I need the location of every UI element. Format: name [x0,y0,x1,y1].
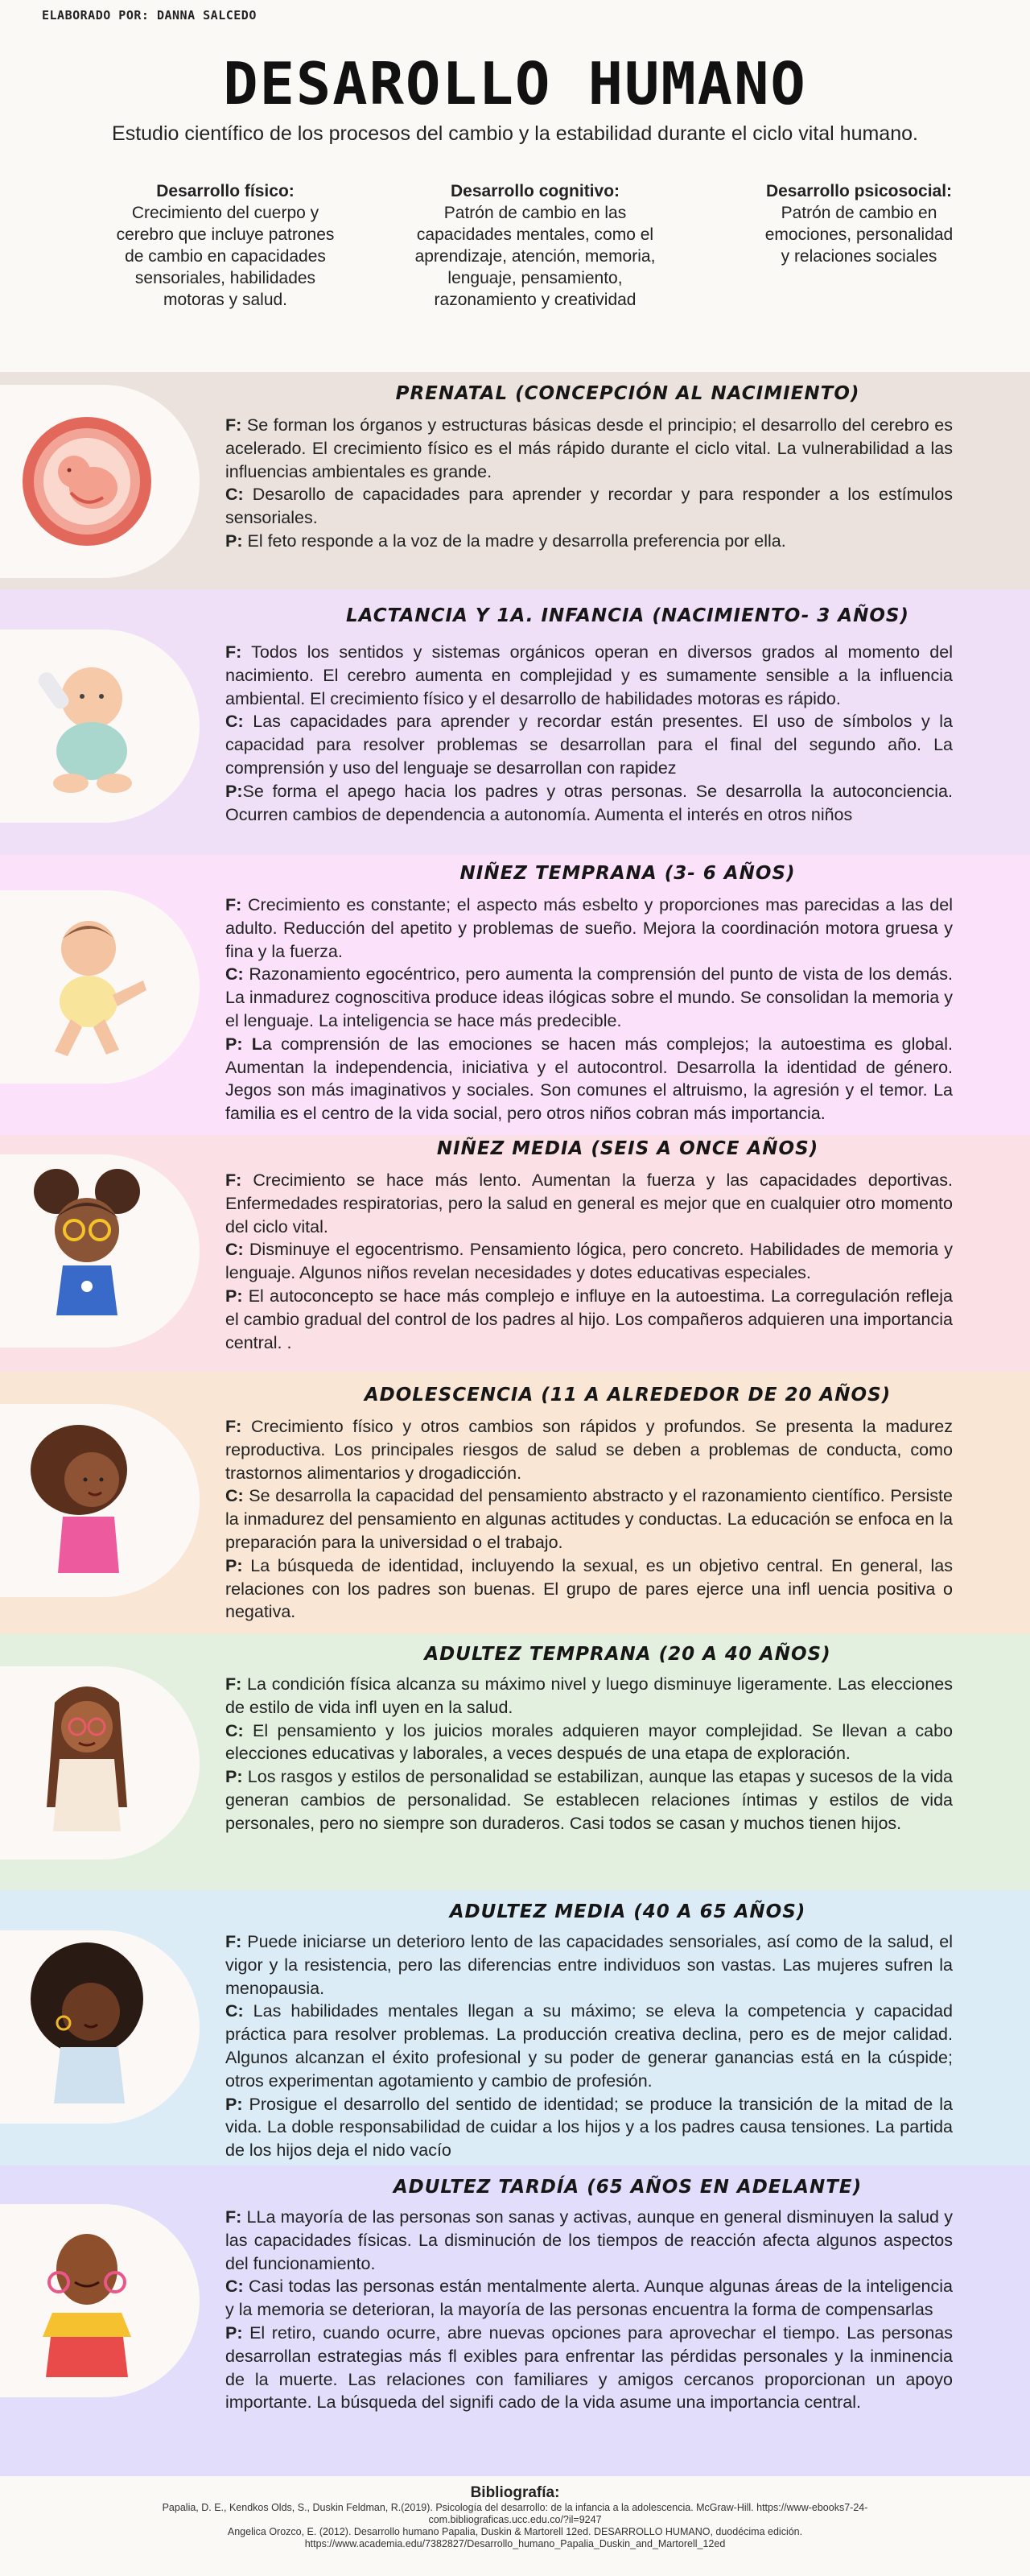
domain-text: Crecimiento del cuerpo y cerebro que incluye patrones de cambio en capacidades sensoriales, habilidades motoras y salud. [116,204,335,309]
item-text: Prosigue el desarrollo del sentido de identidad; se produce la transición de la mitad de la vida. La doble responsabilidad de cuidar a los hijos y a los padres causa tensiones. La partida de los hijos deja el nido vacío [225,2094,953,2161]
item-label: C: [225,2277,244,2297]
stage-title: NIÑEZ MEDIA (SEIS A ONCE AÑOS) [436,1138,819,1159]
domain-physical [113,180,338,311]
illustration-frame [0,1404,200,1597]
illustration-frame [0,2204,200,2397]
stage-item [225,963,953,1032]
domain-text: Patrón de cambio en emociones, personalidad y relaciones sociales [764,204,954,266]
item-text: Se forman los órganos y estructuras básicas desde el principio; el desarrollo del cerebro es acelerado. El crecimiento físico es el más rápido durante el ciclo vital. La vulnerabilidad a las influencias ambientales es grande. [225,415,953,481]
stage-title: NIÑEZ TEMPRANA (3- 6 AÑOS) [459,863,796,884]
domain-heading: Desarrollo psicosocial: [765,182,953,200]
stage-item [225,1033,953,1125]
stage-item [225,2275,953,2322]
item-text: Puede iniciarse un deterioro lento de las capacidades sensoriales, así como de la salud, el vigor y la resistencia, pero las diferencias entre individuos son vastas. Las mujeres sufren la menopausia. [225,1932,953,1998]
stage-title: ADULTEZ MEDIA (40 A 65 AÑOS) [449,1901,806,1922]
stage-item [225,1554,953,1624]
item-label: F: [225,1417,242,1436]
item-label: F: [225,2207,242,2227]
stage-item [225,2000,953,2092]
older-woman-icon [10,2208,163,2393]
item-label: P: L [225,1034,262,1054]
bibliography-line: Papalia, D. E., Kendkos Olds, S., Duskin Feldman, R.(2019). Psicología del desarrollo: de la infancia a la adolescencia. McGraw-Hill. https://www-ebooks7-24- [162,2502,868,2513]
item-label: P: [225,1555,243,1575]
item-label: P: [225,2094,243,2114]
stage-item [225,483,953,530]
stage-body [225,1673,953,1835]
stage-body [225,894,953,1125]
domain-cognitive [410,180,660,311]
stage-early-childhood [0,855,1030,1135]
item-label: C: [225,964,244,985]
illustration-frame [0,1154,200,1348]
item-label: F: [225,1674,242,1694]
item-label: P: [225,781,243,801]
item-label: P: [225,1767,243,1787]
bibliography [0,2484,1030,2550]
item-text: Los rasgos y estilos de personalidad se estabilizan, aunque las etapas y sucesos de la vida generan cambios de personalidad. Se establecen relaciones íntimas y estilos de vida personales, pero no siempre son duraderos. Casi todos se casan y muchos tienen hijos. [225,1767,953,1833]
item-label: P: [225,1286,243,1306]
stage-prenatal [0,372,1030,589]
illustration-frame [0,630,200,823]
item-label: C: [225,1720,244,1740]
stage-title: ADULTEZ TEMPRANA (20 A 40 AÑOS) [424,1644,831,1665]
illustration-frame [0,1930,200,2124]
stage-item [225,780,953,827]
bibliography-line: com.bibliograficas.ucc.edu.co/?il=9247 [428,2514,602,2525]
stage-item [225,894,953,963]
stage-item [225,1930,953,2000]
stage-body [225,641,953,826]
item-label: C: [225,712,244,732]
item-text: La búsqueda de identidad, incluyendo la sexual, es un objetivo central. En general, las relaciones con los padres son buenas. El grupo de pares ejerce una infl uencia positiva o negativa. [225,1555,953,1622]
stage-body [225,2206,953,2414]
item-label: C: [225,2001,244,2021]
domain-heading: Desarrollo cognitivo: [450,182,620,200]
item-text: El pensamiento y los juicios morales adquieren mayor complejidad. Se llevan a cabo elecciones educativas y laborales, a veces después de una etapa de exploración. [225,1720,953,1764]
stage-late-adulthood [0,2165,1030,2476]
girl-with-glasses-icon [14,1162,159,1340]
author-credit: ELABORADO POR: DANNA SALCEDO [42,8,257,23]
item-text: a comprensión de las emociones se hacen más complejos; la autoestima es global. Aumentan la independencia, iniciativa y el autocontrol. Desarrolla la identidad de género. Jegos son más imaginativos y sociales. Son comunes el altruismo, la agresión y el temor. La familia es el centro de la vida social, pero otros niños cobran más importancia. [225,1034,953,1124]
baby-with-bottle-icon [14,650,159,803]
item-text: Crecimiento físico y otros cambios son rápidos y profundos. Se presenta la madurez reproductiva. Los principales riesgos de salud se deben a problemas de conducta, como trastornos alimentarios y drogadicción. [225,1417,953,1483]
stage-middle-adulthood [0,1890,1030,2165]
stage-item [225,530,953,553]
bibliography-title: Bibliografía: [470,2484,560,2501]
page-title: DESAROLLO HUMANO [223,50,807,118]
item-label: F: [225,1932,242,1951]
illustration-frame [0,385,200,578]
illustration-frame [0,890,200,1084]
stage-infancy [0,589,1030,855]
item-label: F: [225,642,242,662]
item-text: Razonamiento egocéntrico, pero aumenta la comprensión del punto de vista de los demás. La inmadurez cognoscitiva produce ideas ilógicas sobre el mundo. Se consolidan la memoria y el lenguaje. La inteligencia se hace más predecible. [225,964,953,1030]
bibliography-line: Angelica Orozco, E. (2012). Desarrollo humano Papalia, Duskin & Martorell 12ed. DESARROLLO HUMANO, duodécima edición. [227,2526,803,2537]
stage-body [225,414,953,553]
item-text: Crecimiento se hace más lento. Aumentan la fuerza y las capacidades deportivas. Enfermedades respiratorias, pero la salud en general es mejor que en cualquier otro momento del ciclo vital. [225,1170,953,1236]
woman-with-braids-icon [14,1670,159,1856]
stage-item [225,1415,953,1484]
domain-psychosocial [764,180,954,267]
stage-item [225,1285,953,1354]
item-text: La condición física alcanza su máximo nivel y luego disminuye ligeramente. Las elecciones de estilo de vida infl uyen en la salud. [225,1674,953,1717]
stage-item [225,414,953,483]
item-label: C: [225,485,244,505]
item-label: C: [225,1240,244,1260]
item-text: Casi todas las personas están mentalmente alerta. Aunque algunas áreas de la inteligencia y la memoria se deterioran, la mayoría de las personas encuentra la forma de compensarlas [225,2277,953,2320]
item-label: P: [225,530,243,551]
item-text: El feto responde a la voz de la madre y desarrolla preferencia por ella. [242,530,786,551]
stage-title: PRENATAL (CONCEPCIÓN AL NACIMIENTO) [395,383,860,404]
item-text: Crecimiento es constante; el aspecto más esbelto y proporciones mas parecidas a las del adulto. Reducción del apetito y problemas de sueño. Mejora la coordinación motora gruesa y fina y la fuerza. [225,895,953,961]
item-text: Se desarrolla la capacidad del pensamiento abstracto y el razonamiento científico. Persiste la inmadurez del pensamiento en algunas actitudes y conductas. La educación se enfoca en la preparación para la universidad o el trabajo. [225,1486,953,1552]
stage-item [225,1673,953,1719]
stage-item [225,2093,953,2162]
item-text: Disminuye el egocentrismo. Pensamiento lógica, pero concreto. Habilidades de memoria y lenguaje. Algunos niños revelan necesidades y dotes educativas especiales. [225,1240,953,1283]
stage-adolescence [0,1372,1030,1634]
stage-item [225,710,953,779]
stage-item [225,2322,953,2414]
toddler-walking-icon [14,906,159,1067]
stage-item [225,1484,953,1554]
stage-middle-childhood [0,1135,1030,1372]
stage-body [225,1415,953,1624]
bibliography-line: https://www.academia.edu/7382827/Desarrollo_humano_Papalia_Duskin_and_Martorell_12ed [304,2538,726,2549]
item-text: Se forma el apego hacia los padres y otras personas. Se desarrolla la autoconciencia. Ocurren cambios de dependencia a autonomía. Aumenta el interés en otros niños [225,781,953,824]
item-text: Las capacidades para aprender y recordar están presentes. El uso de símbolos y la capacidad para resolver problemas se desarrollan para el final del segundo año. La comprensión y uso del lenguaje se desarrollan con rapidez [225,712,953,778]
stage-item [225,1765,953,1835]
page-subtitle: Estudio científico de los procesos del cambio y la estabilidad durante el ciclo vital humano. [112,122,918,145]
item-label: F: [225,895,242,914]
fetus-in-womb-icon [14,409,159,554]
item-text: El retiro, cuando ocurre, abre nuevas opciones para aprovechar el tiempo. Las personas desarrollan estrategias más fl exibles para enfrentar las pérdidas personales y la inminencia de la muerte. Las relaciones con familiares y amigos cercanos proporcionan un apoyo importante. La búsqueda del signifi cado de la vida asume una importancia central. [225,2322,953,2413]
stage-item [225,1719,953,1766]
domain-text: Patrón de cambio en las capacidades mentales, como el aprendizaje, atención, memoria, lenguaje, pensamiento, razonamiento y creatividad [414,204,656,309]
item-text: Todos los sentidos y sistemas orgánicos operan en diversos grados al momento del nacimiento. El cerebro aumenta en complejidad y es sumamente sensible a la influencia ambiental. El crecimiento físico y el desarrollo de habilidades motoras es rápido. [225,642,953,708]
stage-early-adulthood [0,1634,1030,1890]
stage-item [225,1169,953,1238]
illustration-frame [0,1666,200,1860]
item-text: El autoconcepto se hace más complejo e influye en la autoestima. La corregulación refleja el cambio gradual del control de los padres al hijo. Los compañeros adquieren una importancia central. . [225,1286,953,1352]
item-label: F: [225,415,242,435]
stage-title: LACTANCIA Y 1A. INFANCIA (NACIMIENTO- 3 AÑOS) [346,605,909,626]
stage-item [225,1238,953,1285]
item-text: LLa mayoría de las personas son sanas y activas, aunque en general disminuyen la salud y las capacidades físicas. La disminución de los tiempos de reacción afecta algunos aspectos del funcionamiento. [225,2207,953,2273]
stage-item [225,641,953,710]
item-text: Desarollo de capacidades para aprender y recordar y para responder a los estímulos sensoriales. [225,485,953,528]
stage-title: ADULTEZ TARDÍA (65 AÑOS EN ADELANTE) [393,2177,863,2198]
item-label: P: [225,2322,243,2343]
stage-body [225,1169,953,1354]
item-label: C: [225,1486,244,1506]
stage-item [225,2206,953,2275]
teen-girl-icon [14,1412,159,1589]
woman-with-afro-icon [10,1934,163,2120]
item-label: F: [225,1170,242,1190]
stage-title: ADOLESCENCIA (11 A ALREDEDOR DE 20 AÑOS) [364,1385,892,1406]
domain-heading: Desarrollo físico: [156,182,295,200]
item-text: Las habilidades mentales llegan a su máximo; se eleva la competencia y capacidad práctica para resolver problemas. La producción creativa declina, pero es de mejor calidad. Algunos alcanzan el éxito profesional y su poder de generar ganancias está en la cúspide; otros experimentan agotamiento y cambio de profesión. [225,2001,953,2091]
stage-body [225,1930,953,2162]
